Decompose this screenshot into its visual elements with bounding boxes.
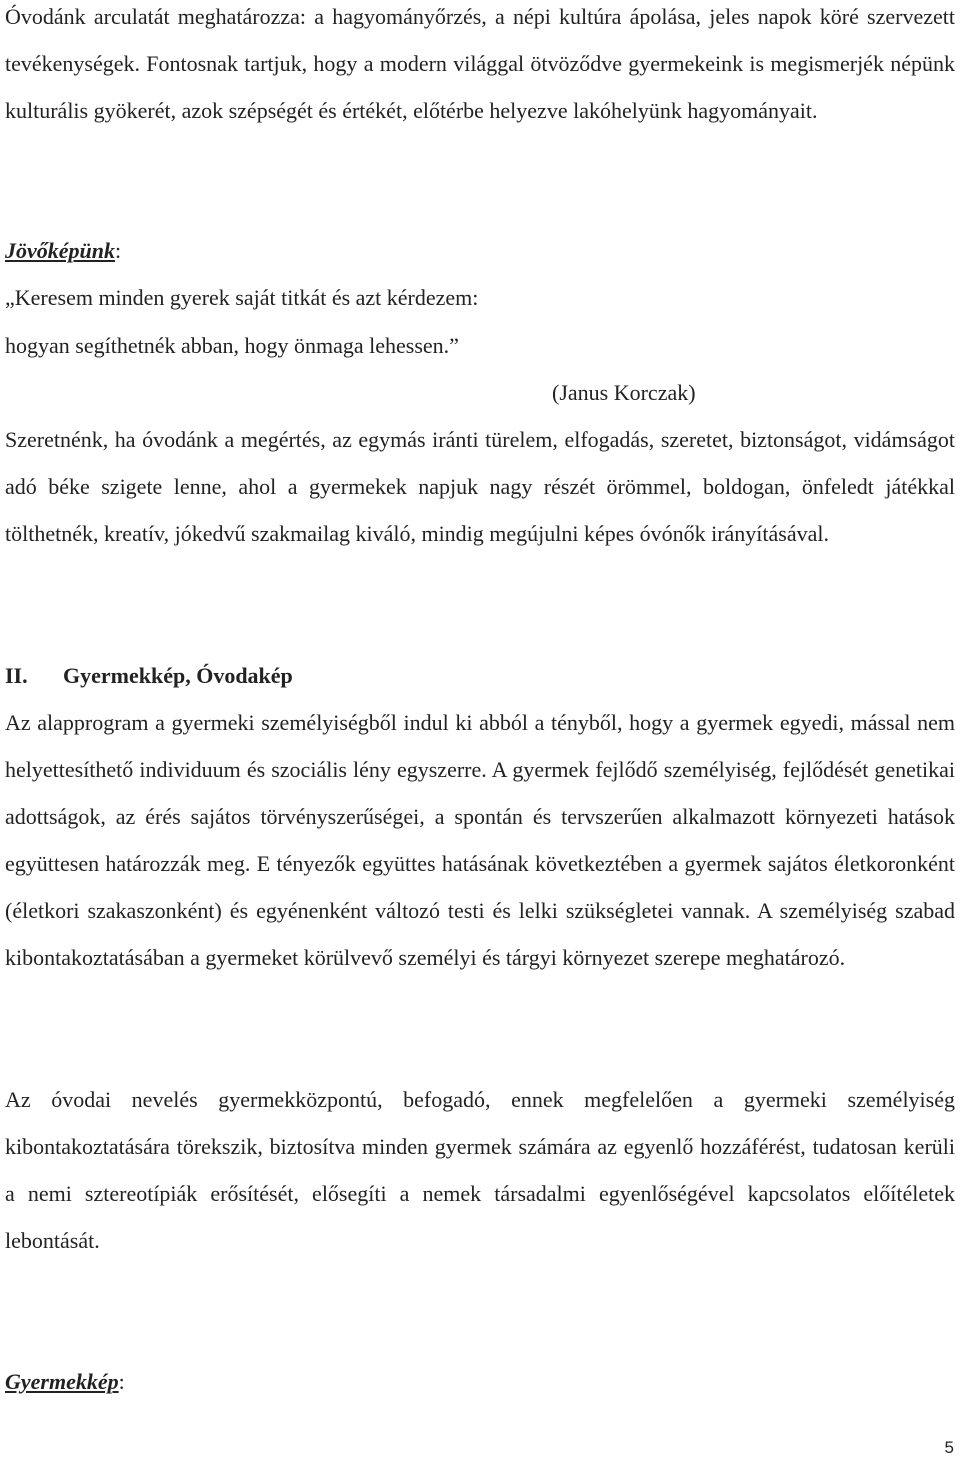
section-heading (5, 652, 293, 699)
intro-paragraph: Óvodánk arculatát meghatározza: a hagyományőrzés, a népi kultúra ápolása, jeles napok köré szervezett tevékenységek. Fontosnak tartjuk, hogy a modern világgal ötvöződve gyermekeink is megismerjék népünk kulturális gyökerét, azok szépségét és értékét, előtérbe helyezve lakóhelyünk hagyományait. (5, 4, 955, 123)
vision-paragraph: Szeretnénk, ha óvodánk a megértés, az egymás iránti türelem, elfogadás, szeretet, biztonságot, vidámságot adó béke szigete lenne, ahol a gyermekek napjuk nagy részét örömmel, boldogan, önfeledt játékkal tölthetnék, kreatív, jókedvű szakmailag kiváló, mindig megújulni képes óvónők irányításával. (5, 427, 955, 546)
quote-line-2: hogyan segíthetnék abban, hogy önmaga lehessen.” (5, 333, 459, 358)
quote-line-1: „Keresem minden gyerek saját titkát és azt kérdezem: (5, 285, 479, 310)
vision-heading: Jövőképünk (5, 238, 115, 263)
child-image-heading-line (5, 1358, 955, 1405)
vision-heading-line (5, 227, 955, 274)
section-number: II. (5, 663, 28, 688)
child-image-paragraph: Az alapprogram a gyermeki személyiségből indul ki abból a tényből, hogy a gyermek egyedi, mással nem helyettesíthető individuum és szociális lény egyszerre. A gyermek fejlődő személyiség, fejlődését genetikai adottságok, az érés sajátos törvényszerűségei, a spontán és tervszerűen alkalmazott környezeti hatások együttesen határozzák meg. E tényezők együttes hatásának következtében a gyermek sajátos életkoronként (életkori szakaszonként) és egyénenként változó testi és lelki szükségletei vannak. A személyiség szabad kibontakoztatásában a gyermeket körülvevő személyi és tárgyi környezet szerepe meghatározó. (5, 710, 955, 970)
child-image-heading-colon: : (118, 1369, 125, 1394)
page-number: 5 (944, 1438, 954, 1457)
inclusive-education-paragraph: Az óvodai nevelés gyermekközpontú, befogadó, ennek megfelelően a gyermeki személyiség kibontakoztatására törekszik, biztosítva minden gyermek számára az egyenlő hozzáférést, tudatosan kerüli a nemi sztereotípiák erősítését, elősegíti a nemek társadalmi egyenlőségével kapcsolatos előítéletek lebontását. (5, 1087, 955, 1253)
quote-attribution: (Janus Korczak) (552, 380, 696, 405)
child-image-heading: Gyermekkép (5, 1369, 119, 1394)
section-title: Gyermekkép, Óvodakép (63, 663, 293, 688)
vision-heading-colon: : (115, 238, 122, 263)
